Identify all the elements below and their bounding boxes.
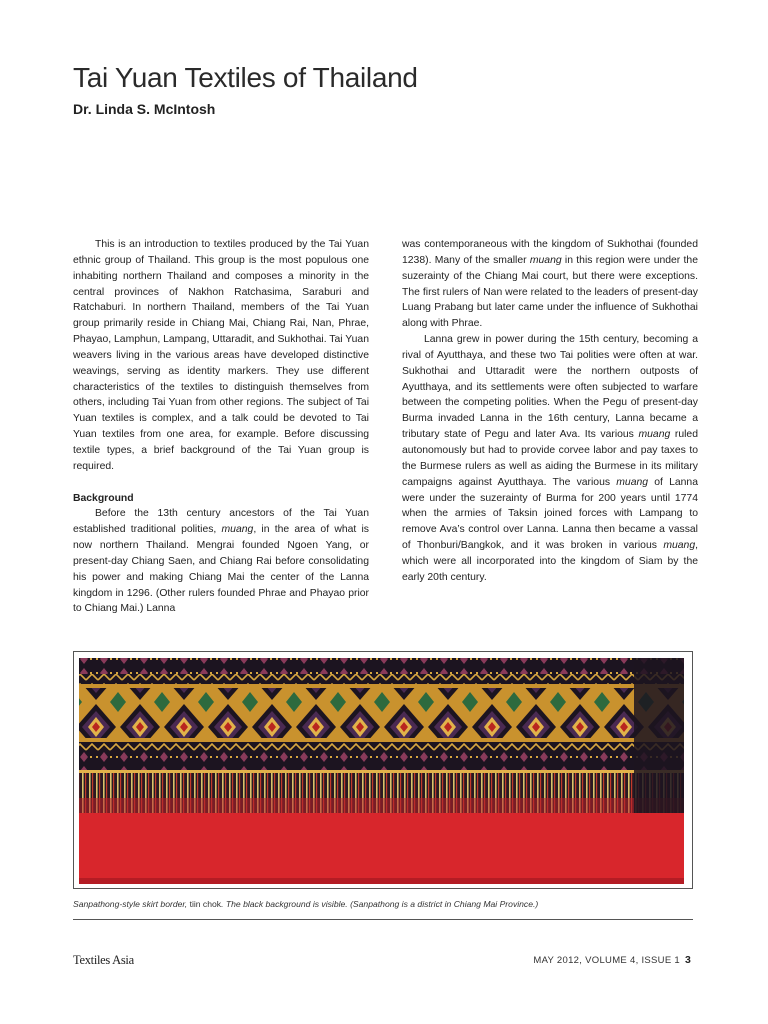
section-heading-background: Background <box>73 492 134 504</box>
footer-divider <box>73 919 693 920</box>
issue-info: MAY 2012, VOLUME 4, ISSUE 1 <box>533 955 680 966</box>
article-author: Dr. Linda S. McIntosh <box>73 101 216 117</box>
left-column <box>73 237 369 617</box>
textile-skirt-border-image <box>74 652 692 888</box>
magazine-name: Textiles Asia <box>73 953 134 967</box>
article-title: Tai Yuan Textiles of Thailand <box>73 62 418 93</box>
background-paragraph: Before the 13th century ancestors of the Tai Yuan established traditional polities, muang, in the area of what is now northern Thailand. Mengrai founded Ngoen Yang, or present-day Chiang Saen, and Chiang Rai before consolidating his power and making Chiang Mai the center of the Lanna kingdom in 1296. (Other rulers founded Phrae and Phayao prior to Chiang Mai.) Lanna <box>73 508 369 615</box>
page-number: 3 <box>685 954 691 966</box>
continued-paragraph: was contemporaneous with the kingdom of Sukhothai (founded 1238). Many of the smaller muang in this region were under the suzerainty of the Chiang Mai court, but there were exceptions. The first rulers of Nan were related to the leaders of present-day Luang Prabang but later came under the influence of Sukhothai along with Phrae. <box>402 239 698 330</box>
right-column <box>402 237 698 586</box>
lanna-paragraph: Lanna grew in power during the 15th century, becoming a rival of Ayutthaya, and these two Tai polities were often at war. Sukhothai and Uttaradit were the northern outposts of Ayutthaya, and its settlements were often subjected to warfare between the competing polities. When the Pegu of present-day Burma invaded Lanna in the 16th century, Lanna became a tributary state of Pegu and later Ava. Its various muang ruled autonomously but had to provide corvee labor and pay taxes to the Burmese rulers as well as aiding the Burmese in its military campaigns against Ayutthaya. The various muang of Lanna were under the suzerainty of Burma for 200 years until 1774 when the armies of Taksin joined forces with Lampang to remove Ava’s control over Lanna. Lanna then became a vassal of Thonburi/Bangkok, and it was broken in various muang, which were all incorporated into the kingdom of Siam by the early 20th century. <box>402 334 698 583</box>
textile-photo-frame <box>73 651 693 889</box>
figure-caption: Sanpathong-style skirt border, tiin chok. The black background is visible. (Sanpathong is a district in Chiang Mai Province.) <box>73 899 539 909</box>
intro-paragraph: This is an introduction to textiles produced by the Tai Yuan ethnic group of Thailand. This group is the most populous one inhabiting northern Thailand and composes a minority in the central provinces of Nakhon Ratchasima, Saraburi and Ratchaburi. In northern Thailand, members of the Tai Yuan group primarily reside in Chiang Mai, Chiang Rai, Nan, Phrae, Phayao, Lamphun, Lampang, Uttaradit, and Sukhothai. Tai Yuan weavers living in the various areas have developed distinctive weavings, serving as identity markers. They use different characteristics of the textiles to distinguish themselves from others, including Tai Yuan from other regions. The subject of Tai Yuan textiles is complex, and a talk could be devoted to Tai Yuan textiles from one area, for example. Before discussing textile types, a brief background of the Tai Yuan group is required. <box>73 239 369 472</box>
